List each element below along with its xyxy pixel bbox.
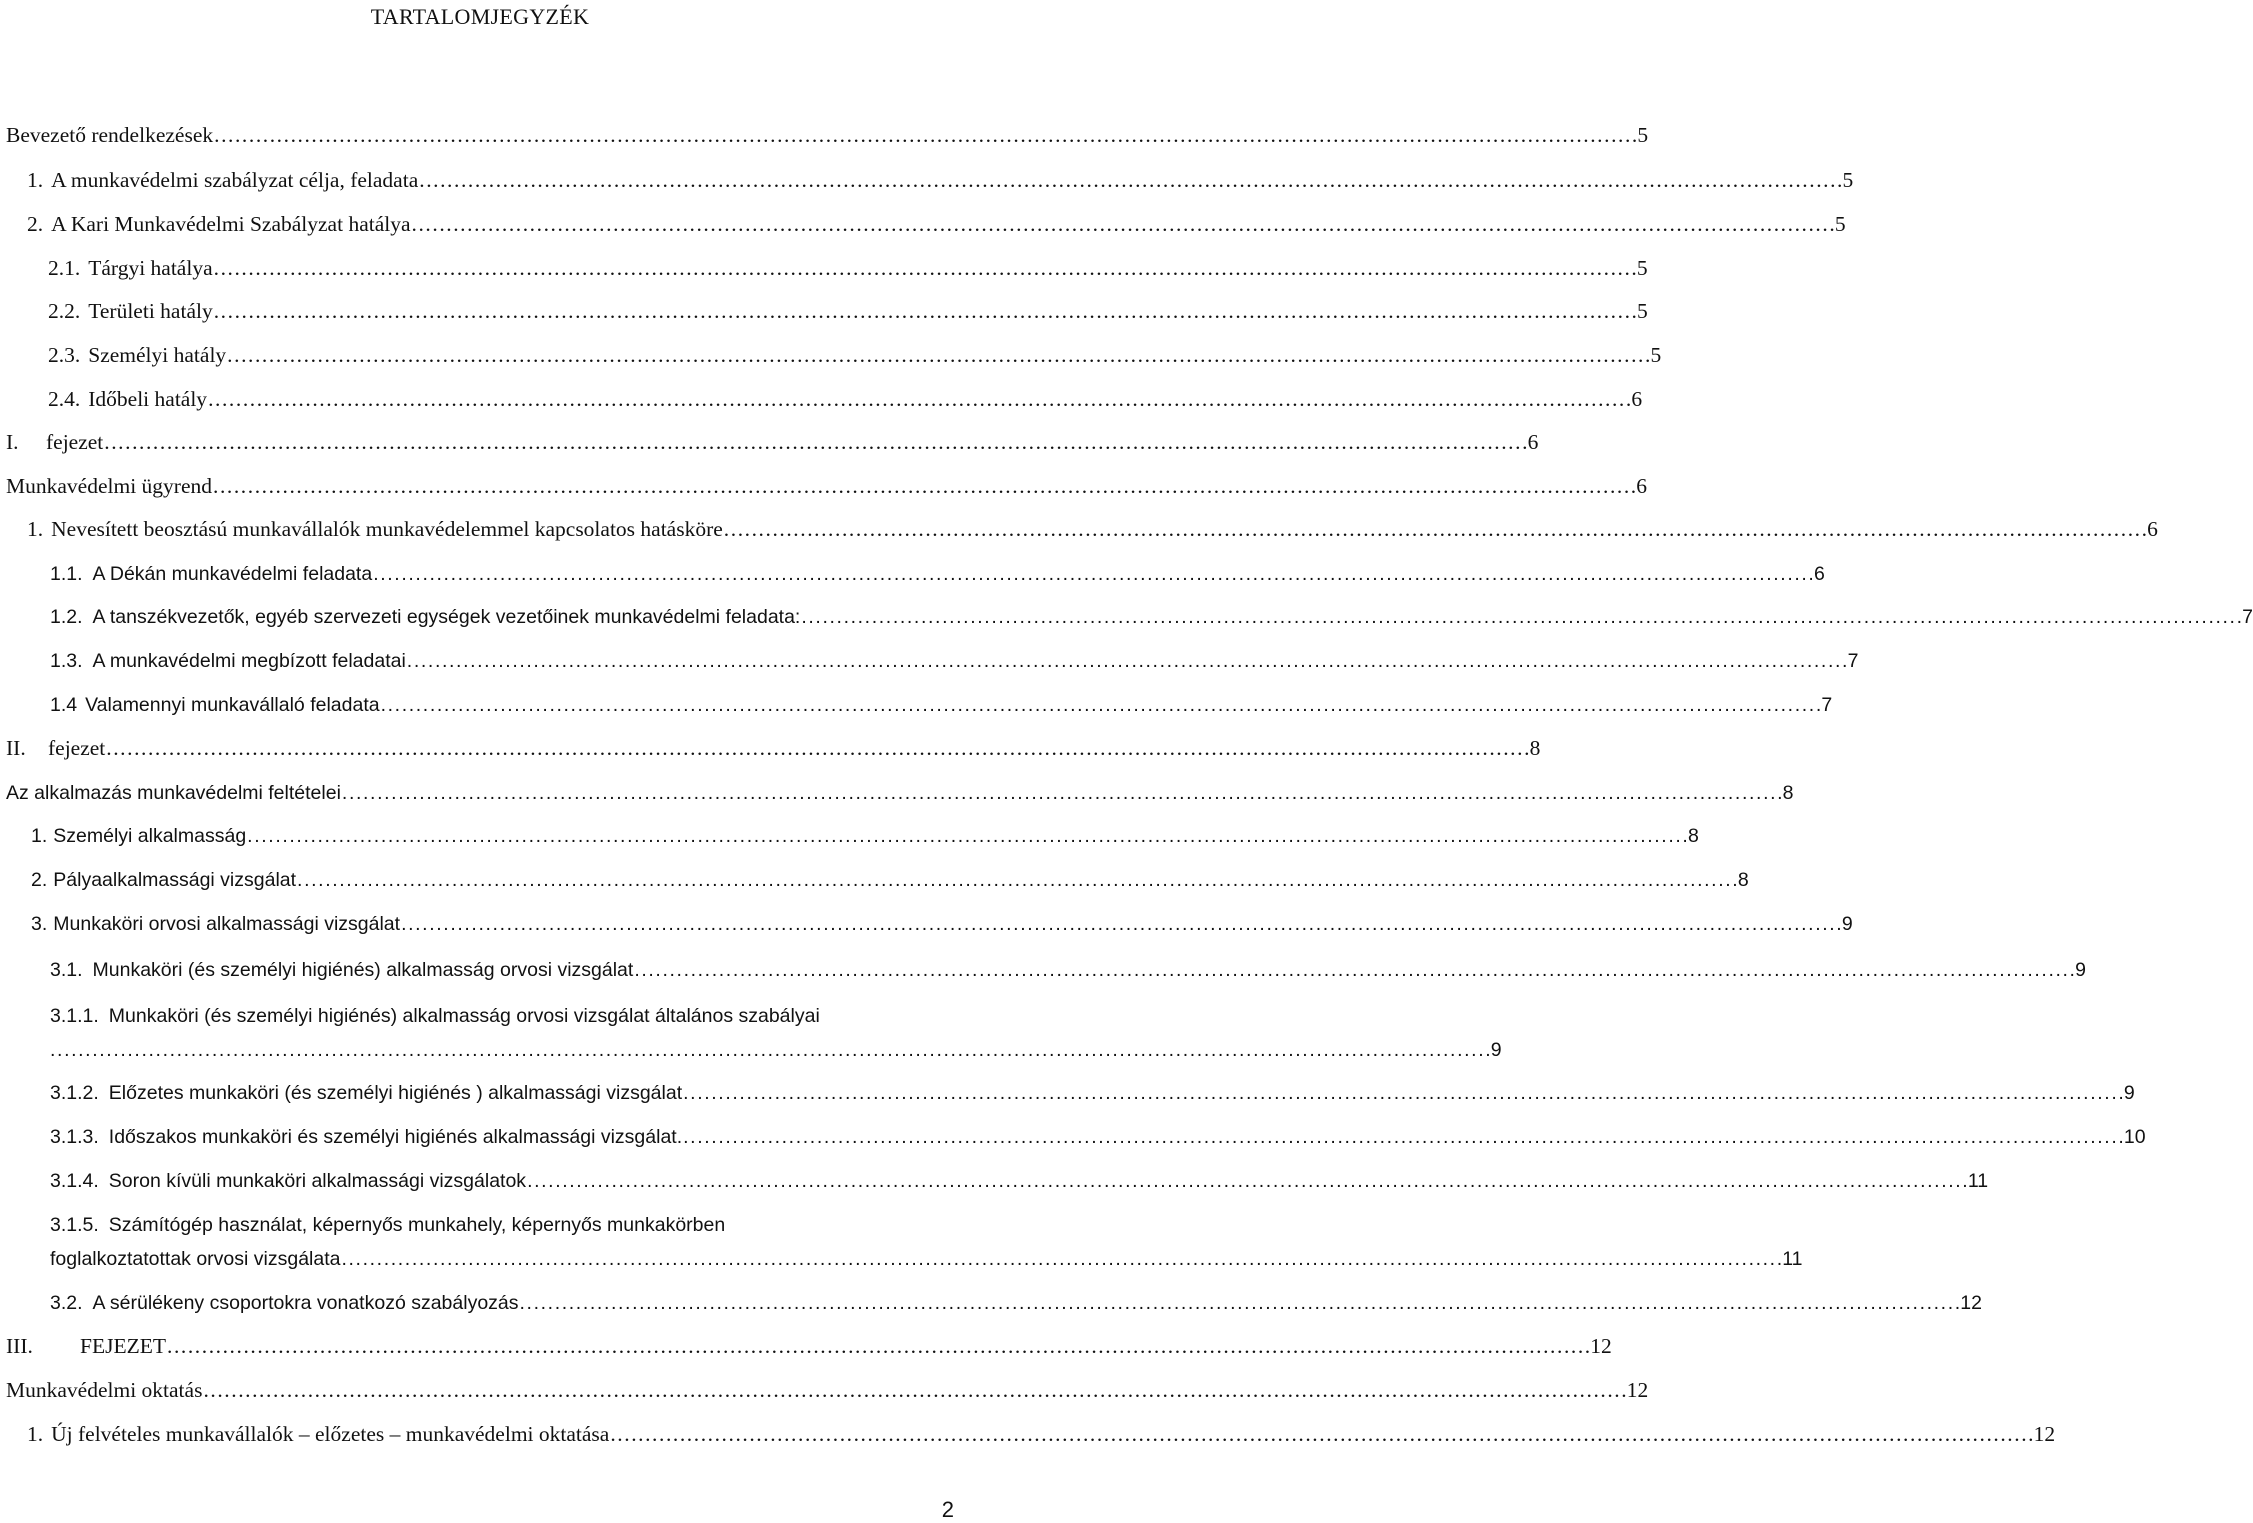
toc-entry-1-4[interactable] [0,690,1833,720]
toc-entry-page: 8 [1529,736,1541,760]
toc-entry-label: Valamennyi munkavállaló feladata [85,694,380,716]
toc-entry-number: 3.1.2. [50,1082,99,1104]
toc-entry-chapter-3[interactable] [0,1331,1612,1361]
toc-entry-page: 11 [1782,1248,1803,1270]
toc-entry-number: 3.2. [50,1292,83,1314]
toc-entry-label: A sérülékeny csoportokra vonatkozó szabályozás [92,1292,519,1314]
toc-entry-page: 9 [2123,1082,2135,1104]
toc-entry-page: 7 [1847,650,1859,672]
toc-entry-palyaalkalmassagi[interactable] [0,865,1749,895]
toc-entry-label: Az alkalmazás munkavédelmi feltételei [6,782,341,804]
toc-entry-number: 1.1. [50,563,83,585]
toc-entry-1-2[interactable] [0,602,2253,632]
toc-entry-label: Időbeli hatály [88,387,208,411]
toc-entry-munkavedelmi-oktatas[interactable] [0,1375,1649,1405]
toc-entry-page: 12 [2033,1422,2056,1446]
toc-leader [634,955,2073,985]
toc-entry-chapter-1[interactable] [0,427,1539,457]
toc-entry-page: 9 [2075,959,2086,981]
toc-entry-label-continuation: foglalkoztatottak orvosi vizsgálata [50,1248,341,1270]
toc-entry-number: 1.2. [50,606,83,628]
toc-entry-page: 10 [2123,1126,2146,1148]
toc-entry-number: 1. [27,168,44,192]
toc-entry-label: A Dékán munkavédelmi feladata [92,563,373,585]
toc-entry-label: Munkaköri (és személyi higiénés) alkalmasság orvosi vizsgálat általános szabályai [108,1005,820,1027]
toc-entry-number: 2.1. [48,256,81,280]
toc-entry-page: 6 [1636,474,1648,498]
toc-entry-label: Pályaalkalmassági vizsgálat [53,869,297,891]
toc-entry-page: 12 [1960,1292,1982,1314]
toc-entry-label: fejezet [48,736,106,760]
toc-entry-number: 1. [27,1422,44,1446]
toc-entry-uj-felveteles[interactable] [0,1419,2056,1449]
toc-entry-number: 3.1.4. [50,1170,99,1192]
toc-leader [106,733,1527,763]
toc-entry-page: 9 [1490,1039,1502,1061]
toc-entry-page: 8 [1737,869,1749,891]
toc-leader [50,1035,1489,1065]
toc-entry-page: 9 [1841,913,1853,935]
toc-leader [213,471,1634,501]
toc-entry-label: Soron kívüli munkaköri alkalmassági vizsgálatok [108,1170,527,1192]
toc-entry-label: Munkaköri (és személyi higiénés) alkalmasság orvosi vizsgálat [92,959,634,981]
toc-leader [208,384,1629,414]
toc-entry-number: 2.2. [48,299,81,323]
toc-entry-munkakori-orvosi[interactable] [0,909,1853,939]
toc-entry-number: 1.3. [50,650,83,672]
toc-entry-label: Számítógép használat, képernyős munkahely, képernyős munkakörben [108,1214,726,1236]
toc-entry-number: III. [6,1334,33,1358]
toc-entry-number: 2. [27,212,44,236]
toc-entry-label: A tanszékvezetők, egyéb szervezeti egységek vezetőinek munkavédelmi feladata: [92,606,801,628]
toc-entry-label: A Kari Munkavédelmi Szabályzat hatálya [51,212,411,236]
toc-entry-label: Személyi alkalmasság [53,825,247,847]
toc-entry-label: Területi hatály [88,299,213,323]
toc-leader [341,1244,1780,1274]
toc-entry-page: 12 [1626,1378,1649,1402]
toc-leader [419,165,1840,195]
toc-entry-2-1[interactable] [0,253,1648,283]
toc-entry-number: II. [6,736,26,760]
toc-entry-page: 6 [1631,387,1643,411]
toc-entry-bevezeto[interactable] [0,120,1649,150]
toc-entry-label: FEJEZET [80,1334,166,1358]
toc-entry-page: 5 [1637,299,1648,323]
toc-entry-number: 2.4. [48,387,81,411]
toc-entry-page: 5 [1637,123,1649,147]
toc-leader [373,559,1812,589]
toc-entry-page: 8 [1687,825,1699,847]
toc-entry-page: 8 [1782,782,1794,804]
toc-entry-label: Személyi hatály [88,343,227,367]
toc-entry-label: Tárgyi hatálya [88,256,213,280]
toc-entry-number: 3.1.5. [50,1214,99,1236]
toc-entry-label: Előzetes munkaköri (és személyi higiénés ) alkalmassági vizsgálat [108,1082,683,1104]
toc-entry-number: 3.1. [50,959,83,981]
toc-leader [214,253,1635,283]
toc-entry-szemelyi-alkalmassag[interactable] [0,821,1699,851]
toc-leader [167,1331,1588,1361]
toc-entry-page: 6 [1527,430,1539,454]
toc-entry-number: I. [6,430,19,454]
toc-entry-number: 3. [31,913,48,935]
toc-entry-1[interactable] [0,165,1854,195]
toc-entry-label: Munkaköri orvosi alkalmassági vizsgálat [53,913,401,935]
toc-leader [401,909,1840,939]
toc-leader [381,690,1820,720]
toc-entry-3-1-5[interactable] [0,1210,1803,1284]
toc-entry-2-2[interactable] [0,296,1648,326]
toc-entry-2-3[interactable] [0,340,1662,370]
toc-entry-number: 3.1.1. [50,1005,99,1027]
toc-leader [683,1078,2122,1108]
toc-entry-label: A munkavédelmi szabályzat célja, feladata [51,168,419,192]
toc-leader [724,514,2145,544]
toc-entry-page: 11 [1967,1170,1989,1192]
toc-leader [104,427,1525,457]
toc-leader [527,1166,1966,1196]
toc-leader [214,120,1635,150]
page-number: 2 [941,1497,954,1522]
toc-entry-number: 3.1.3. [50,1126,99,1148]
toc-leader [297,865,1736,895]
toc-entry-label: Nevesített beosztású munkavállalók munkavédelemmel kapcsolatos hatásköre [51,517,723,541]
toc-entry-number: 1. [27,517,44,541]
toc-entry-label: Munkavédelmi oktatás [6,1378,203,1402]
toc-entry-3-1-2[interactable] [0,1078,2135,1108]
toc-entry-1-nevesitett[interactable] [0,514,2158,544]
toc-leader [227,340,1648,370]
toc-leader [520,1288,1959,1318]
toc-entry-page: 12 [1590,1334,1612,1358]
toc-entry-1-3[interactable] [0,646,1859,676]
toc-entry-page: 5 [1636,256,1648,280]
toc-leader [203,1375,1624,1405]
toc-leader [801,602,2240,632]
toc-leader [683,1122,2122,1152]
toc-entry-3-1-1[interactable] [0,1001,1502,1075]
toc-entry-3-1[interactable] [0,955,2086,985]
toc-leader [407,646,1846,676]
toc-entry-page: 5 [1650,343,1662,367]
toc-entry-label: Munkavédelmi ügyrend [6,474,212,498]
toc-entry-munkavedelmi-ugyrend[interactable] [0,471,1648,501]
toc-entry-chapter-2[interactable] [0,733,1541,763]
toc-entry-label: Új felvételes munkavállalók – előzetes – munkavédelmi oktatása [51,1422,610,1446]
toc-entry-alkalmazas-feltetelei[interactable] [0,778,1794,808]
toc-leader [214,296,1635,326]
toc-leader [342,778,1781,808]
toc-entry-page: 5 [1842,168,1854,192]
toc-entry-label: fejezet [46,430,104,454]
toc-entry-page: 5 [1834,212,1846,236]
toc-entry-page: 6 [2147,517,2158,541]
toc-entry-2[interactable] [0,209,1846,239]
toc-entry-2-4[interactable] [0,384,1643,414]
toc-entry-number: 1.4 [50,694,78,716]
toc-entry-number: 2.3. [48,343,81,367]
toc-entry-number: 2. [31,869,48,891]
toc-leader [610,1419,2031,1449]
toc-entry-3-1-3[interactable] [0,1122,2146,1152]
toc-entry-page: 7 [1821,694,1833,716]
toc-entry-3-1-4[interactable] [0,1166,1989,1196]
toc-entry-label: A munkavédelmi megbízott feladatai [92,650,406,672]
toc-entry-page: 7 [2242,606,2253,628]
toc-entry-3-2[interactable] [0,1288,1982,1318]
toc-title: TARTALOMJEGYZÉK [370,4,590,29]
toc-leader [412,209,1833,239]
toc-entry-label: Időszakos munkaköri és személyi higiénés alkalmassági vizsgálat. [108,1126,683,1148]
toc-entry-page: 6 [1813,563,1825,585]
toc-entry-number: 1. [31,825,48,847]
toc-leader [247,821,1686,851]
toc-entry-label: Bevezető rendelkezések [6,123,214,147]
toc-entry-1-1[interactable] [0,559,1825,589]
